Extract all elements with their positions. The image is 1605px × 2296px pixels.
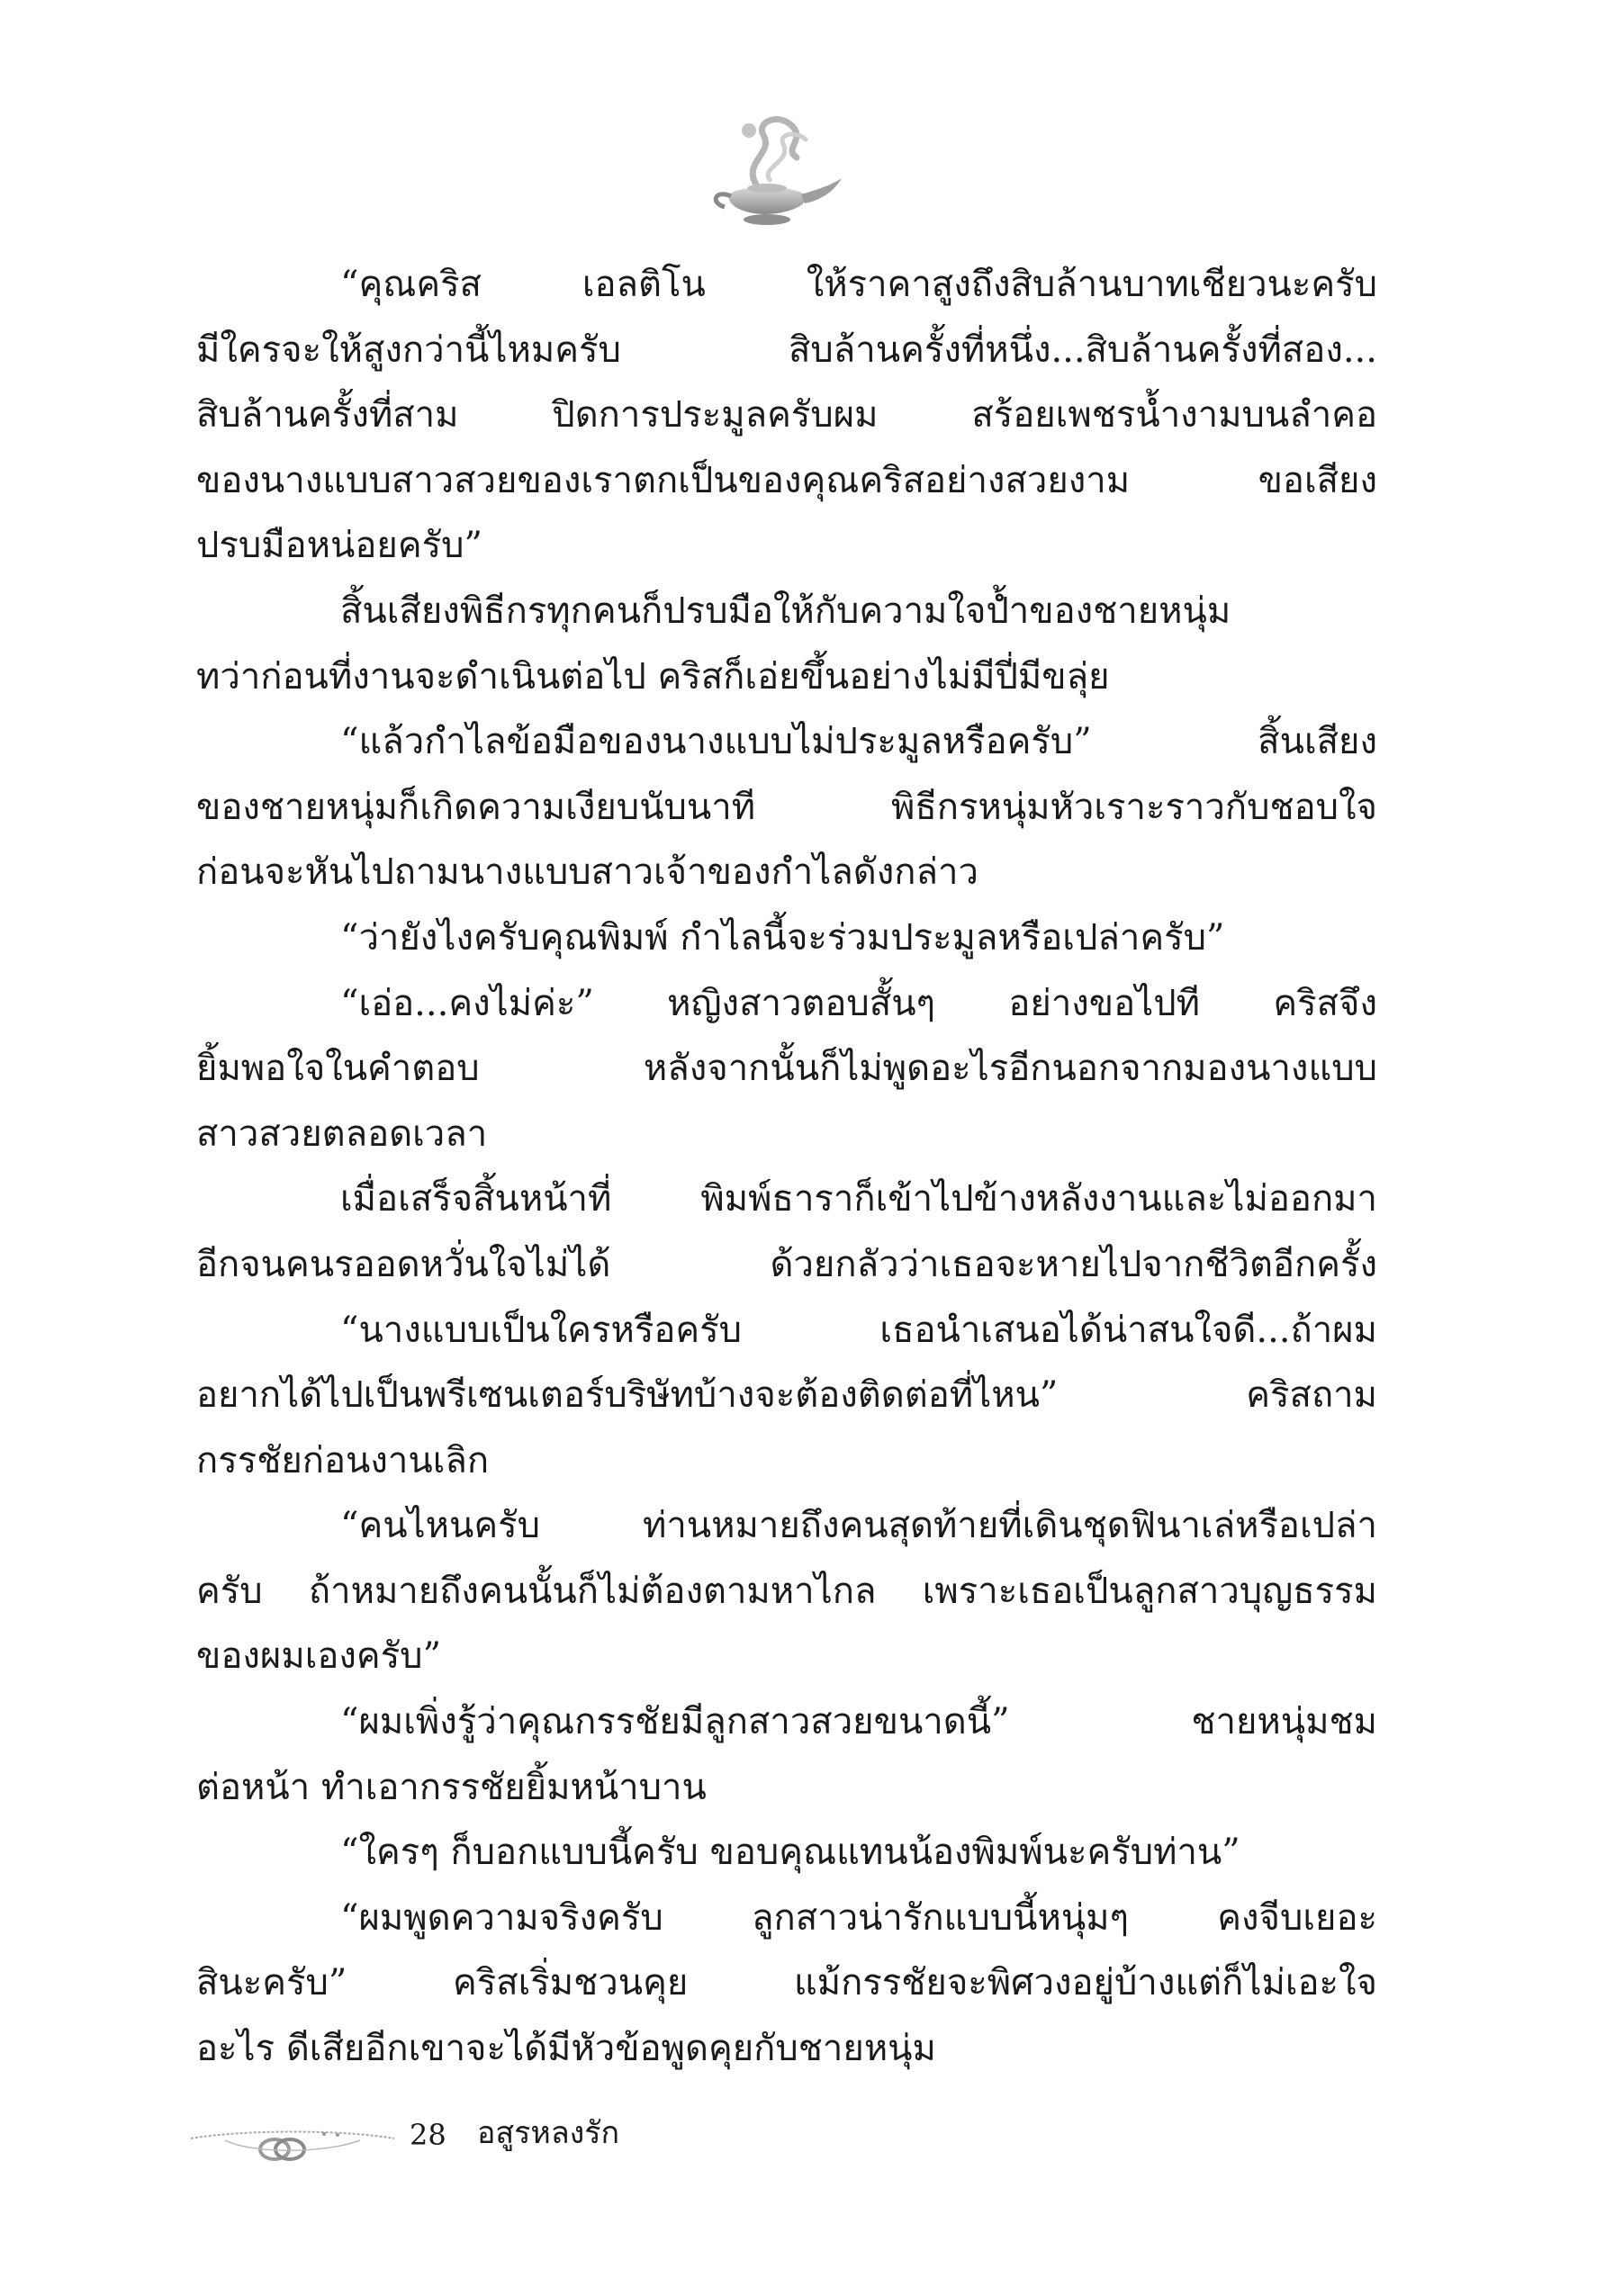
text-line: อะไร ดีเสียอีกเขาจะได้มีหัวข้อพูดคุยกับชายหนุ่ม xyxy=(196,2028,936,2070)
body-text xyxy=(196,252,1377,2082)
text-line: “นางแบบเป็นใครหรือครับ เธอนำเสนอได้น่าสนใจดี...ถ้าผม xyxy=(340,1309,1377,1351)
text-line: “แล้วกำไลข้อมือของนางแบบไม่ประมูลหรือครับ” สิ้นเสียง xyxy=(340,721,1377,763)
text-line: “ผมพูดความจริงครับ ลูกสาวน่ารักแบบนี้หนุ่มๆ คงจีบเยอะ xyxy=(340,1896,1377,1939)
text-line: “เอ่อ...คงไม่ค่ะ” หญิงสาวตอบสั้นๆ อย่างขอไปที คริสจึง xyxy=(340,982,1377,1024)
text-line: อีกจนคนรออดหวั่นใจไม่ได้ ด้วยกลัวว่าเธอจะหายไปจากชีวิตอีกครั้ง xyxy=(196,1243,1377,1285)
text-line: อยากได้ไปเป็นพรีเซนเตอร์บริษัทบ้างจะต้องติดต่อที่ไหน” คริสถาม xyxy=(196,1374,1377,1417)
text-line: ต่อหน้า ทำเอากรรชัยยิ้มหน้าบาน xyxy=(196,1766,707,1808)
genie-lamp-icon xyxy=(693,99,846,234)
page-footer xyxy=(189,2106,819,2178)
text-line: “ผมเพิ่งรู้ว่าคุณกรรชัยมีลูกสาวสวยขนาดนี้” ชายหนุ่มชม xyxy=(340,1701,1377,1743)
text-line: สินะครับ” คริสเริ่มชวนคุย แม้กรรชัยจะพิศวงอยู่บ้างแต่ก็ไม่เอะใจ xyxy=(196,1962,1377,2004)
text-line: ครับ ถ้าหมายถึงคนนั้นก็ไม่ต้องตามหาไกล เพราะเธอเป็นลูกสาวบุญธรรม xyxy=(196,1570,1377,1612)
text-line: กรรชัยก่อนงานเลิก xyxy=(196,1439,490,1481)
text-line: “คุณคริส เอลติโน ให้ราคาสูงถึงสิบล้านบาทเชียวนะครับ xyxy=(340,264,1377,305)
text-line: สาวสวยตลอดเวลา xyxy=(196,1112,488,1155)
text-line: ของผมเองครับ” xyxy=(196,1635,442,1678)
text-line: มีใครจะให้สูงกว่านี้ไหมครับ สิบล้านครั้งที่หนึ่ง...สิบล้านครั้งที่สอง... xyxy=(196,329,1377,371)
text-line: ของชายหนุ่มก็เกิดความเงียบนับนาที พิธีกรหนุ่มหัวเราะราวกับชอบใจ xyxy=(196,786,1377,828)
text-line: เมื่อเสร็จสิ้นหน้าที่ พิมพ์ธาราก็เข้าไปข้างหลังงานและไม่ออกมา xyxy=(340,1178,1377,1220)
text-line: ก่อนจะหันไปถามนางแบบสาวเจ้าของกำไลดังกล่าว xyxy=(196,851,978,894)
page-number: 28 xyxy=(410,2118,446,2152)
book-title: อสูรหลงรัก xyxy=(477,2115,620,2151)
text-line: ของนางแบบสาวสวยของเราตกเป็นของคุณคริสอย่างสวยงาม ขอเสียง xyxy=(196,459,1377,501)
text-line: “คนไหนครับ ท่านหมายถึงคนสุดท้ายที่เดินชุดฟินาเล่หรือเปล่า xyxy=(340,1505,1377,1547)
bracelet-icon xyxy=(189,2113,396,2167)
text-line: ปรบมือหน่อยครับ” xyxy=(196,525,482,567)
text-line: สิบล้านครั้งที่สาม ปิดการประมูลครับผม สร้อยเพชรน้ำงามบนลำคอ xyxy=(196,394,1377,437)
text-line: “ว่ายังไงครับคุณพิมพ์ กำไลนี้จะร่วมประมูลหรือเปล่าครับ” xyxy=(340,916,1225,959)
text-line: ยิ้มพอใจในคำตอบ หลังจากนั้นก็ไม่พูดอะไรอีกนอกจากมองนางแบบ xyxy=(196,1048,1377,1090)
text-line: “ใครๆ ก็บอกแบบนี้ครับ ขอบคุณแทนน้องพิมพ์นะครับท่าน” xyxy=(340,1832,1240,1874)
text-line: สิ้นเสียงพิธีกรทุกคนก็ปรบมือให้กับความใจป้ำของชายหนุ่ม xyxy=(340,590,1231,632)
text-line: ทว่าก่อนที่งานจะดำเนินต่อไป คริสก็เอ่ยขึ้นอย่างไม่มีปี่มีขลุ่ย xyxy=(196,655,1110,698)
